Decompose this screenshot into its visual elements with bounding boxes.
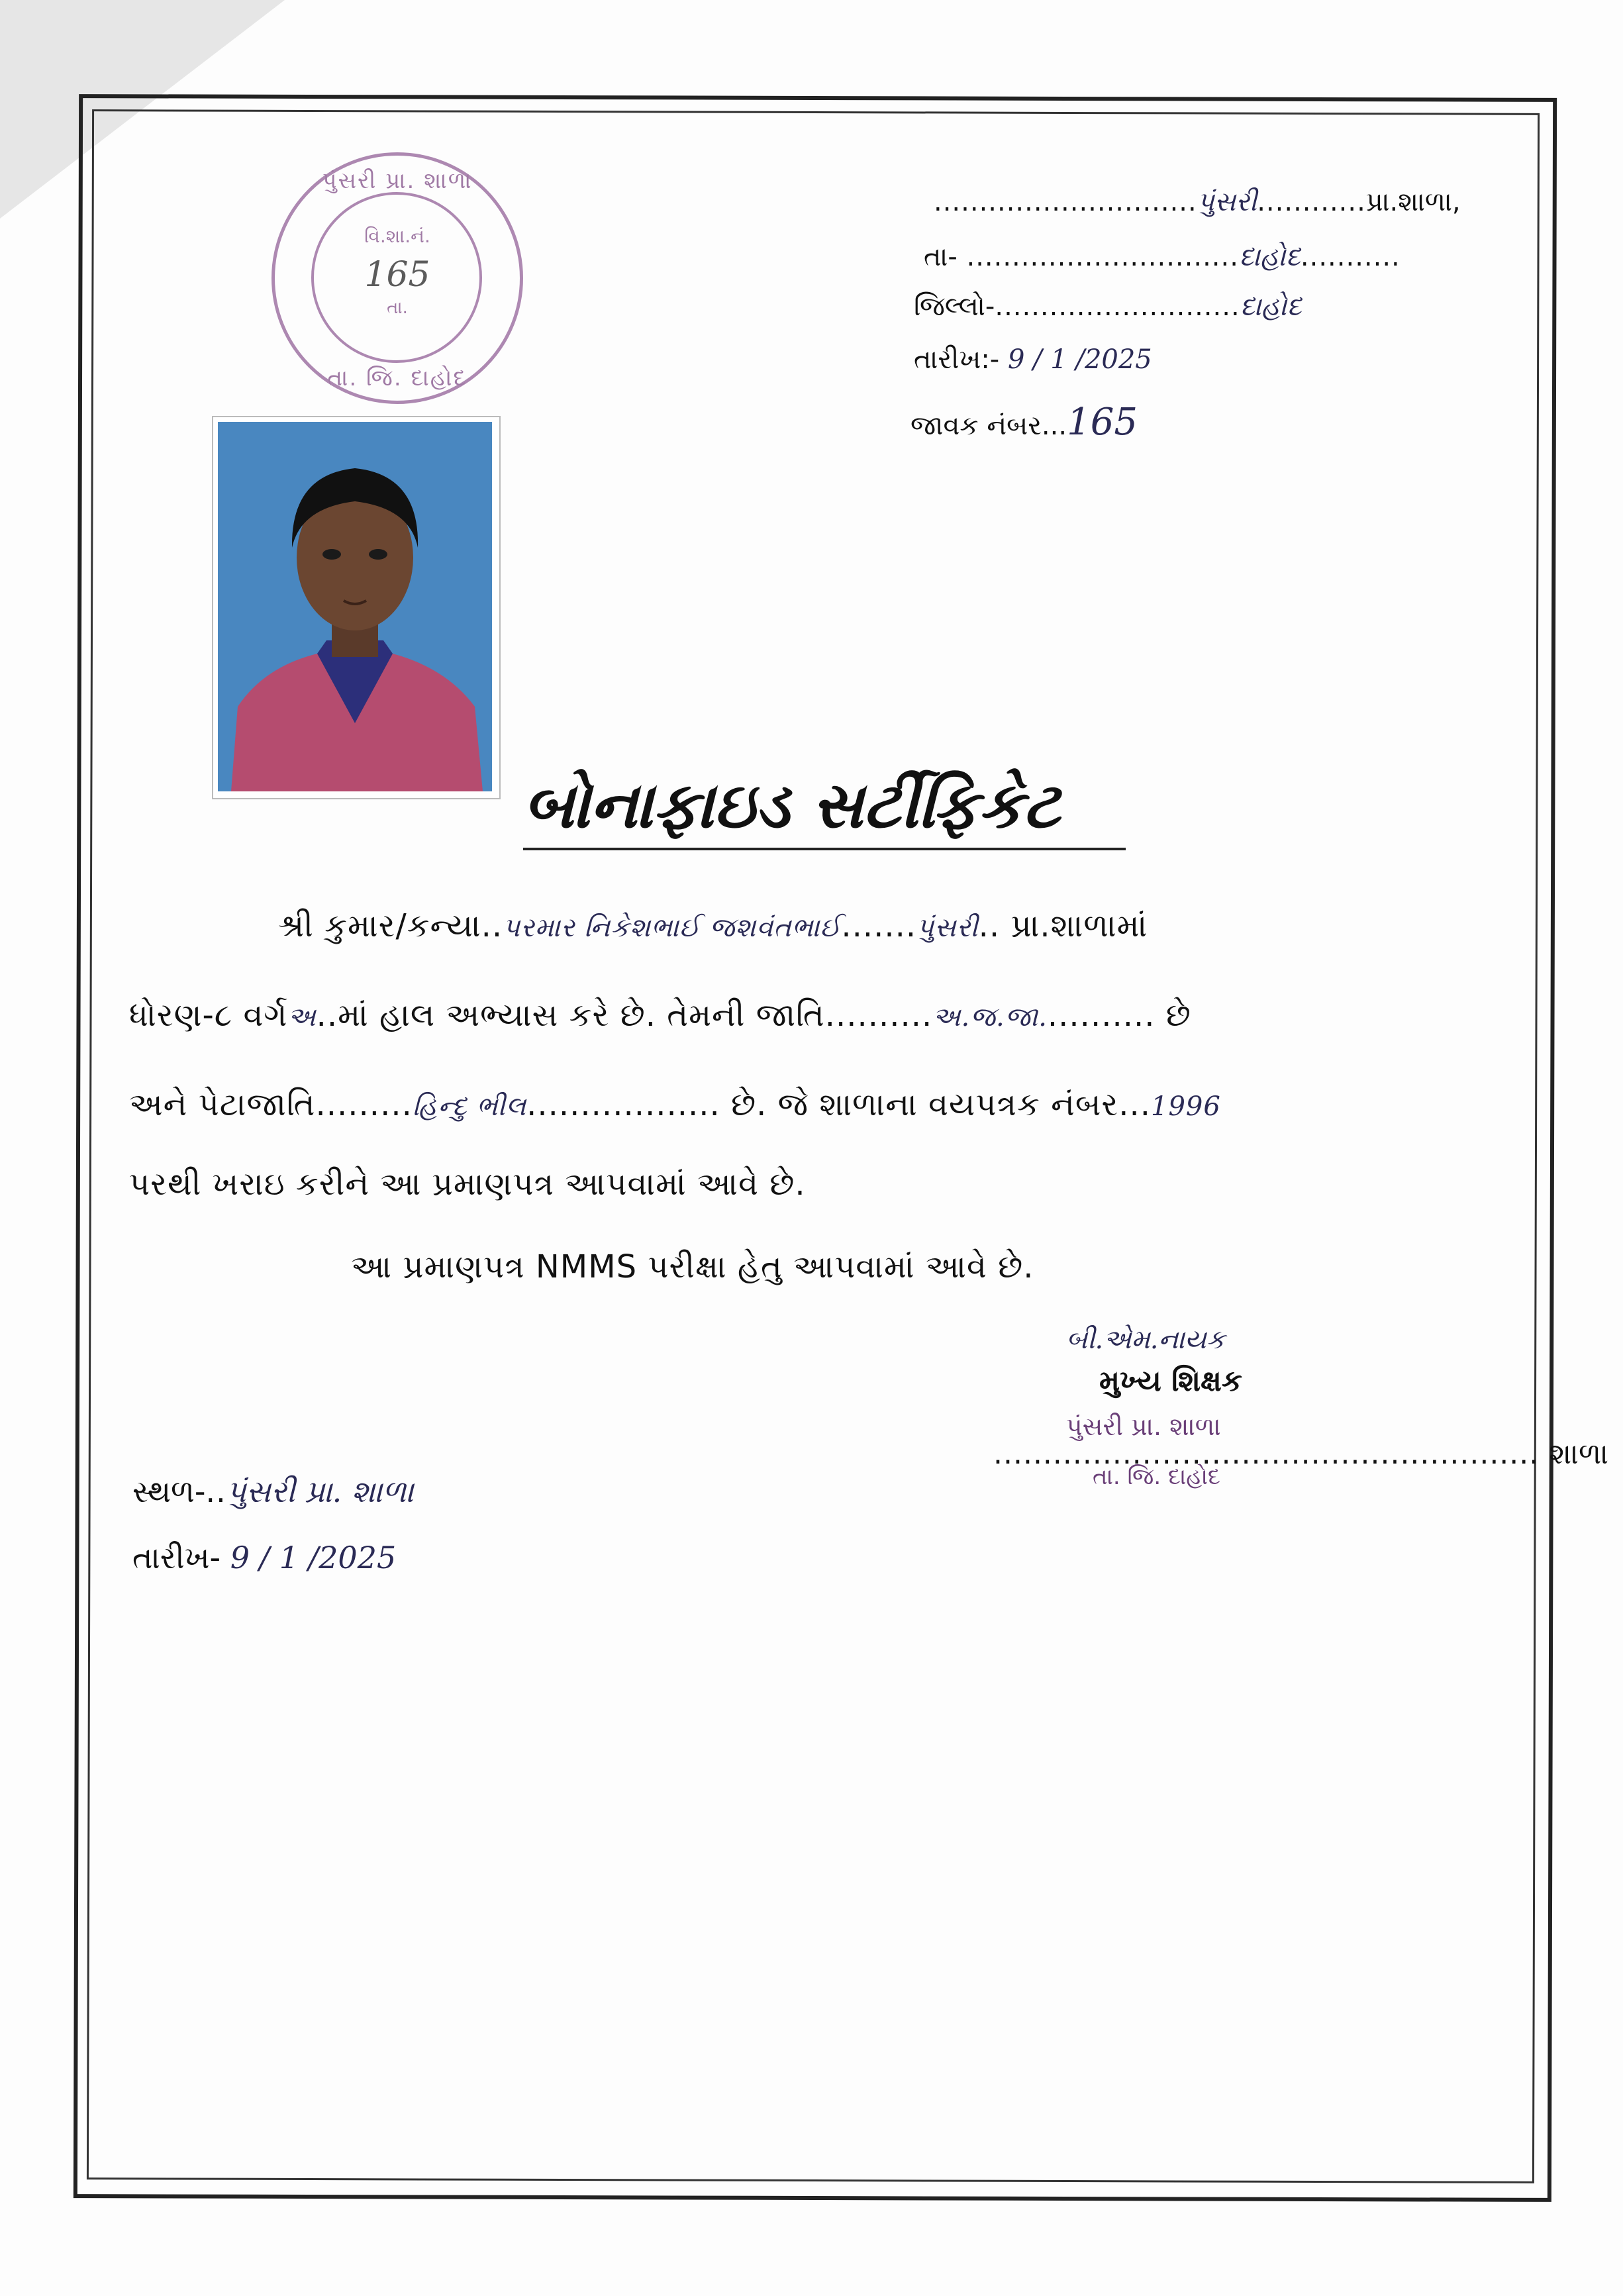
gr-number: 1996 [1151, 1091, 1221, 1122]
footer-date-value: 9 / 1 /2025 [230, 1540, 397, 1575]
seal-label: વિ.શા.નં. [364, 225, 430, 247]
body-line-5: આ પ્રમાણપત્ર NMMS પરીક્ષા હેતુ આપવામાં આવે છે. [351, 1248, 1034, 1285]
header-outward-label: જાવક નંબર... [910, 411, 1067, 441]
seal-bottom-text: તા. જિ. દાહોદ [327, 365, 467, 391]
body-study-text: માં હાલ અભ્યાસ કરે છે. તેમની જાતિ [338, 997, 825, 1034]
register-text: છે. જે શાળાના વયપત્રક નંબર [731, 1086, 1119, 1123]
headmaster-role: મુખ્ય શિક્ષક [1099, 1364, 1243, 1398]
header-district-value: દાહોદ [1240, 291, 1302, 322]
certificate-title: બોનાફાઇડ સર્ટીફિકેટ [523, 768, 1126, 850]
footer-date-line [132, 1540, 396, 1577]
student-photo [212, 416, 501, 799]
header-date-line [914, 344, 1152, 375]
header-date-label: તારીખ:- [914, 344, 1000, 375]
footer-place-line: સ્થળ-..પુંસરી પ્રા. શાળા [132, 1473, 414, 1509]
header-date-value: 9 / 1 /2025 [1007, 344, 1152, 375]
body-school-suffix: પ્રા.શાળામાં [1010, 907, 1148, 944]
header-taluka-value: દાહોદ [1238, 242, 1301, 272]
body-line-1: શ્રી કુમાર/કન્યા..પરમાર નિકેશભાઈ જશવંતભાઈ.......પુંસરી.. પ્રા.શાળામાં [278, 907, 1148, 944]
body-line-3: અને પેટાજાતિ.........હિન્દુ ભીલ.................. છે. જે શાળાના વયપત્રક નંબર...1996 [129, 1086, 1221, 1123]
signature-school-suffix: શાળા [1549, 1437, 1609, 1471]
seal-top-text: પુંસરી પ્રા. શાળા [322, 168, 473, 194]
signature-school-line: ....................................................... શાળા [993, 1437, 1609, 1471]
seal-number: 165 [364, 255, 430, 295]
student-photo-image [218, 422, 492, 791]
school-seal [271, 152, 523, 404]
body-line-4: પરથી ખરાઇ કરીને આ પ્રમાણપત્ર આપવામાં આવે છે. [129, 1166, 806, 1203]
header-outward-line [910, 401, 1138, 444]
division-value: અ [287, 1002, 317, 1032]
subcaste-label: અને પેટાજાતિ [129, 1086, 316, 1123]
header-school-line: .............................પુંસરી............પ્રા.શાળા, [934, 187, 1461, 217]
school-stamp-subtext: તા. જિ. દાહોદ [1093, 1464, 1220, 1490]
footer-date-label: તારીખ- [132, 1540, 221, 1575]
caste-value: અ.જ.જા. [932, 1002, 1048, 1032]
caste-suffix: છે [1165, 997, 1191, 1034]
seal-ta: તા. [387, 298, 408, 318]
footer-place-label: સ્થળ- [132, 1473, 206, 1509]
body-line-2: ધોરણ-૮ વર્ગઅ..માં હાલ અભ્યાસ કરે છે. તેમની જાતિ..........અ.જ.જા........... છે [129, 997, 1191, 1034]
school-stamp-text: પુંસરી પ્રા. શાળા [1066, 1412, 1221, 1441]
header-taluka-line: તા- ..............................દાહોદ........... [924, 242, 1401, 272]
header-district-line: જિલ્લો-...........................દાહોદ [914, 291, 1302, 322]
header-school-suffix: પ્રા.શાળા, [1365, 187, 1461, 217]
header-taluka-label: તા- [924, 242, 958, 272]
headmaster-signature: બી.એમ.નાયક [1066, 1324, 1226, 1355]
standard-text: ધોરણ-૮ વર્ગ [129, 997, 288, 1034]
header-school-name: પુંસરી [1197, 187, 1257, 217]
subcaste-value: હિન્દુ ભીલ [412, 1091, 527, 1122]
header-district-label: જિલ્લો- [914, 291, 995, 322]
student-name: પરમાર નિકેશભાઈ જશવંતભાઈ [503, 913, 842, 943]
student-school: પુંસરી [916, 913, 979, 943]
body-prefix: શ્રી કુમાર/કન્યા [278, 907, 481, 944]
header-outward-value: 165 [1067, 401, 1138, 444]
footer-place-value: પુંસરી પ્રા. શાળા [226, 1473, 414, 1509]
